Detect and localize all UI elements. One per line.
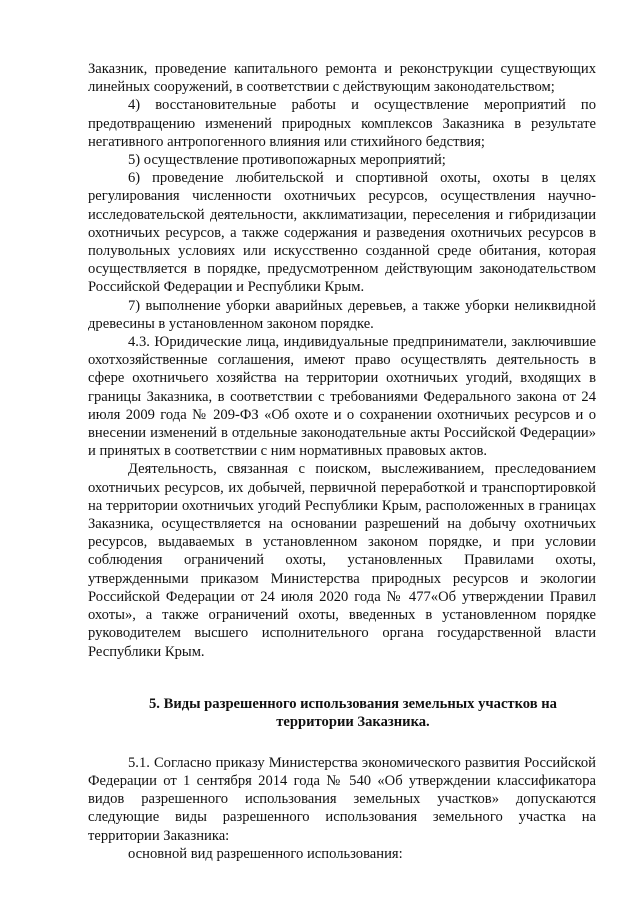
section-heading: 5. Виды разрешенного использования земельных участков на территории Заказника.	[149, 695, 557, 731]
paragraph-hunting-activity: Деятельность, связанная с поиском, выслеживанием, преследованием охотничьих ресурсов, их добычей, первичной переработкой и транспортировкой на территории охотничьих угодий Республики Крым, расположенных в границах Заказника, осуществляется на основании разрешений на добычу охотничьих ресурсов, выдаваемых в установленном законом порядке, и при условии соблюдения ограничений охоты, установленных Правилами охоты, утвержденными приказом Министерства природных ресурсов и экологии Российской Федерации от 24 июля 2020 года № 477«Об утверждении Правил охоты», а также ограничений охоты, введенных в установленном порядке руководителем высшего исполнительного органа государственной власти Республики Крым.	[88, 461, 596, 660]
document-body	[88, 60, 596, 863]
paragraph-continuation: Заказник, проведение капитального ремонта и реконструкции существующих линейных сооружений, в соответствии с действующим законодательством;	[88, 61, 596, 96]
list-item-6: 6) проведение любительской и спортивной охоты, охоты в целях регулирования численности охотничьих ресурсов, осуществления научно-исследовательской деятельности, акклиматизации, переселения и гибридизации охотничьих ресурсов, а также содержания и разведения охотничьих ресурсов в полувольных условиях или искусственно созданной среде обитания, которая осуществляется в порядке, предусмотренном действующим законодательством Российской Федерации и Республики Крым.	[88, 170, 596, 296]
paragraph-5-1: 5.1. Согласно приказу Министерства экономического развития Российской Федерации от 1 сентября 2014 года № 540 «Об утверждении классификатора видов разрешенного использования земельных участков» допускаются следующие виды разрешенного использования земельного участка на территории Заказника:	[88, 754, 596, 844]
list-item-5: 5) осуществление противопожарных мероприятий;	[128, 152, 446, 169]
paragraph-main-use: основной вид разрешенного использования:	[128, 845, 403, 862]
list-item-4: 4) восстановительные работы и осуществление мероприятий по предотвращению изменений природных комплексов Заказника в результате негативного антропогенного влияния или стихийного бедствия;	[88, 97, 596, 150]
paragraph-4-3: 4.3. Юридические лица, индивидуальные предприниматели, заключившие охотхозяйственные соглашения, имеют право осуществлять деятельность в сфере охотничьего хозяйства на территории охотничьих угодий, входящих в границы Заказника, в соответствии с требованиями Федерального закона от 24 июля 2009 года № 209-ФЗ «Об охоте и о сохранении охотничьих ресурсов и о внесении изменений в отдельные законодательные акты Российской Федерации» и принятых в соответствии с ним нормативных правовых актов.	[88, 334, 596, 460]
list-item-7: 7) выполнение уборки аварийных деревьев, а также уборки неликвидной древесины в установленном законом порядке.	[88, 297, 596, 332]
